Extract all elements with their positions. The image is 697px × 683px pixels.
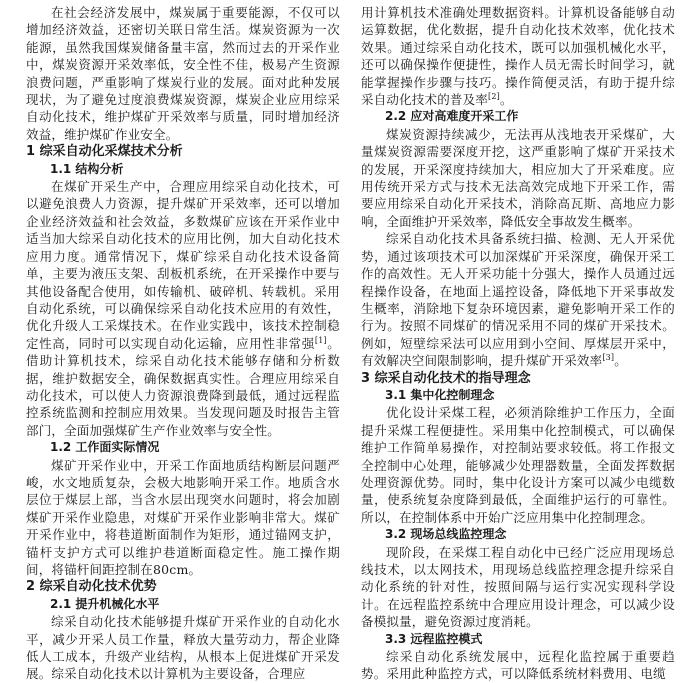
- section-2-2-heading: 2.2 应对高难度开采工作: [385, 109, 519, 124]
- continued-text-tail: 。: [499, 92, 513, 108]
- section-2-1-heading: 2.1 提升机械化水平: [50, 596, 160, 611]
- section-3-3-paragraph: 综采自动化系统发展中，远程化监控属于重要趋势。采用此种监控方式，可以降低系统材料费用、电缆: [361, 649, 675, 682]
- section-2-2-paragraph-1: 煤炭资源持续减少，无法再从浅地表开采煤矿，大量煤炭资源需要深度开挖，这严重影响了煤矿开采技术的发展，开采深度持续加大，相应加大了开采难度。应用传统开采方式与技术无法高效完成地下开采工作，需要应用综采自动化开采技术，消除高瓦斯、高地应力影响，全面维护开采效率，降低安全事故发生概率。: [361, 126, 675, 229]
- continued-paragraph: [361, 4, 675, 108]
- section-1-1-text-tail: 。借助计算机技术，综采自动化技术能够存储和分析数据，维护数据安全，确保数据真实性。合理应用综采自动化技术，可以使人力资源浪费降到最低，通过远程监控系统监测和控制应用效果。当发现问题及时报告主管部门，全面加强煤矿生产作业效率与安全性。: [26, 335, 340, 438]
- section-2-heading: 2 综采自动化技术优势: [26, 579, 157, 595]
- citation-1: [1]: [314, 335, 327, 345]
- section-3-1-paragraph: 优化设计采煤工程，必须消除维护工作压力，全面提升采煤工程便捷性。采用集中化控制模式，可以确保维护工作简单易操作，对控制站要求较低。将工作报文全控制中心处理，能够减少处理器数量，全面发挥数据处理资源优势。同时，集中化设计方案可以减少电缆数量，使系统复杂度降到最低，全面维护运行的可靠性。所以，在控制体系中开始广泛应用集中化控制理念。: [361, 405, 675, 525]
- section-3-2-heading: 3.2 现场总线监控理念: [385, 527, 507, 542]
- section-1-1-heading: 1.1 结构分析: [50, 161, 124, 176]
- intro-paragraph: 在社会经济发展中，煤炭属于重要能源，不仅可以增加经济效益，还密切关联日常生活。煤炭资源为一次能源，虽然我国煤炭储备量丰富，然而过去的开采作业中，煤炭资源开采效率低，安全性不佳，极易产生资源浪费问题，严重影响了煤炭行业的发展。面对此种发展现状，为了避免过度浪费煤炭资源，煤炭企业应用综采自动化技术，维护煤矿开采效率与质量，同时增加经济效益，维护煤矿作业安全。: [26, 5, 340, 142]
- section-1-heading: 1 综采自动化采煤技术分析: [26, 144, 183, 160]
- section-3-heading: 3 综采自动化技术的指导理念: [361, 370, 531, 386]
- citation-2: [2]: [488, 91, 500, 101]
- left-column: [26, 4, 340, 683]
- continued-text: 用计算机技术准确处理数据资料。计算机设备能够自动运算数据，优化数据，提升自动化技术效率，优化技术效果。通过综采自动化技术，既可以加强机械化水平，还可以确保操作便捷性，操作人员无需长时间学习，就能掌握操作步骤与技巧。操作简便灵活，有助于提升综采自动化技术的普及率: [361, 5, 675, 108]
- right-column: [361, 4, 675, 683]
- section-3-3-heading: 3.3 远程监控模式: [385, 631, 483, 646]
- section-2-2-text: 综采自动化技术具备系统扫描、检测、无人开采优势，通过该项技术可以加深煤矿开采深度，确保开采工作的高效性。无人开采功能十分强大，操作人员通过远程操作设备，在地面上遥控设备，降低地下开采事故发生概率，消除地下复杂环境因素，避免影响开采工作的行为。按照不同煤矿的情况采用不同的煤矿开采技术。例如，短壁综采法可以应用到小空间、厚煤层开采中，有效解决空间限制影响，提升煤矿开采效率: [361, 231, 675, 369]
- section-1-2-heading: 1.2 工作面实际情况: [50, 440, 160, 455]
- citation-3: [3]: [602, 352, 615, 362]
- section-2-2-text-tail: 。: [614, 353, 627, 369]
- section-3-1-heading: 3.1 集中化控制理念: [385, 387, 495, 402]
- section-1-1-text: 在煤矿开采生产中，合理应用综采自动化技术，可以避免浪费人力资源，提升煤矿开采效率，还可以增加企业经济效益和社会效益，多数煤矿应该在开采作业中适当加大综采自动化技术的应用比例，加大自动化技术应用力度。通常情况下，煤矿综采自动化技术设备简单，主要为液压支架、刮板机系统，在开采操作中要与其他设备配合使用，如传输机、破碎机、转载机。采用自动化系统，可以确保综采自动化技术应用的有效性，优化升级人工采煤技术。在作业实践中，该技术控制稳定性高，同时可以实现自动化运输，应用性非常强: [26, 179, 340, 351]
- section-2-1-paragraph: 综采自动化技术能够提升煤矿开采作业的自动化水平，减少开采人员工作量，释放大量劳动力，帮企业降低人工成本，升级产业结构，从根本上促进煤矿开采发展。综采自动化技术以计算机为主要设备，合理应: [26, 614, 340, 682]
- section-2-2-paragraph-2: [361, 230, 675, 369]
- section-1-2-paragraph: 煤矿开采作业中，开采工作面地质结构断层问题严峻，水文地质复杂，会极大地影响开采工作。地质含水层位于煤层上部，当含水层出现突水问题时，将会加剧煤矿开采作业隐患，对煤矿开采作业影响非常大。煤矿开采作业中，将巷道断面制作为矩形，通过锚网支护，锚杆支护方式可以维护巷道断面稳定性。施工操作期间，将锚杆间距控制在80cm。: [26, 457, 340, 577]
- section-1-1-paragraph: [26, 178, 340, 439]
- section-3-2-paragraph: 现阶段，在采煤工程自动化中已经广泛应用现场总线技术，以太网技术，用现场总线监控理念提升综采自动化系统的针对性，按照间隔与运行实况实现科学设计。在远程监控系统中合理应用设计理念，可以减少设备模拟量，避免资源过度消耗。: [361, 544, 675, 630]
